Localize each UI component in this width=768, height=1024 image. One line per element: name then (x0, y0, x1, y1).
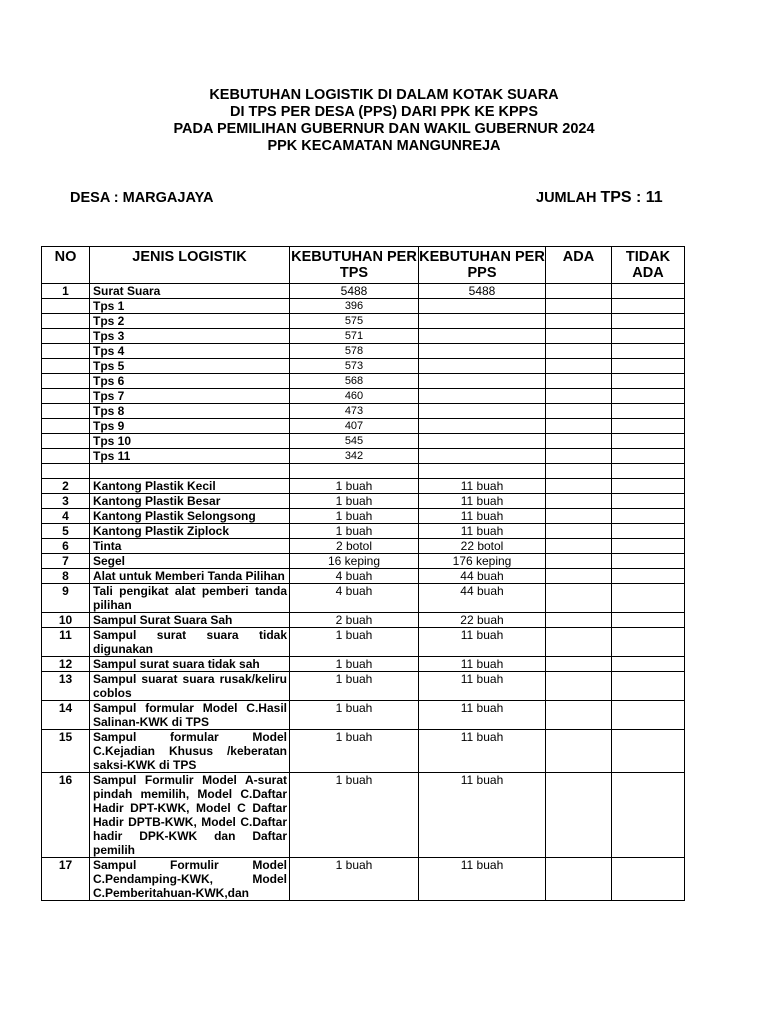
table-row (42, 569, 685, 584)
cell-ada (546, 359, 612, 374)
table-row (42, 434, 685, 449)
cell-ada (546, 449, 612, 464)
cell-no: 6 (42, 539, 90, 554)
cell-per-pps (419, 404, 546, 419)
jumlah-value: TPS : 11 (600, 189, 663, 206)
table-row (42, 284, 685, 299)
cell-jenis-logistik: Segel (90, 554, 290, 569)
table-row (42, 730, 685, 773)
cell-per-pps: 11 buah (419, 730, 546, 773)
cell-ada (546, 628, 612, 657)
cell-per-tps: 16 keping (290, 554, 419, 569)
cell-per-pps: 11 buah (419, 701, 546, 730)
cell-per-pps (419, 374, 546, 389)
cell-per-pps: 11 buah (419, 773, 546, 858)
cell-per-pps: 11 buah (419, 672, 546, 701)
table-row (42, 858, 685, 901)
title-line-4: PPK KECAMATAN MANGUNREJA (267, 138, 501, 154)
cell-jenis-logistik: Tinta (90, 539, 290, 554)
cell-jenis-logistik (90, 464, 290, 479)
cell-per-tps: 1 buah (290, 628, 419, 657)
cell-no: 3 (42, 494, 90, 509)
table-row (42, 359, 685, 374)
cell-per-pps: 11 buah (419, 858, 546, 901)
table-row (42, 404, 685, 419)
cell-ada (546, 404, 612, 419)
cell-jenis-logistik: Kantong Plastik Besar (90, 494, 290, 509)
cell-per-tps: 1 buah (290, 858, 419, 901)
cell-ada (546, 569, 612, 584)
cell-ada (546, 284, 612, 299)
table-row (42, 329, 685, 344)
desa-label: DESA : MARGAJAYA (70, 190, 214, 206)
cell-per-pps: 176 keping (419, 554, 546, 569)
cell-jenis-logistik: Tps 2 (90, 314, 290, 329)
cell-ada (546, 479, 612, 494)
cell-no: 13 (42, 672, 90, 701)
cell-no (42, 434, 90, 449)
cell-tidak-ada (612, 509, 685, 524)
cell-tidak-ada (612, 657, 685, 672)
cell-jenis-logistik: Tps 5 (90, 359, 290, 374)
cell-per-tps: 1 buah (290, 524, 419, 539)
cell-tidak-ada (612, 730, 685, 773)
table-row (42, 464, 685, 479)
table-row (42, 672, 685, 701)
cell-per-tps: 1 buah (290, 657, 419, 672)
cell-no: 12 (42, 657, 90, 672)
title-line-3: PADA PEMILIHAN GUBERNUR DAN WAKIL GUBERNUR 2024 (173, 121, 595, 137)
cell-per-tps: 571 (290, 329, 419, 344)
cell-per-pps: 11 buah (419, 494, 546, 509)
cell-jenis-logistik: Sampul formular Model C.Kejadian Khusus /keberatan saksi-KWK di TPS (90, 730, 290, 773)
cell-tidak-ada (612, 524, 685, 539)
cell-tidak-ada (612, 554, 685, 569)
table-row (42, 584, 685, 613)
cell-jenis-logistik: Sampul surat suara tidak sah (90, 657, 290, 672)
cell-no: 15 (42, 730, 90, 773)
cell-ada (546, 509, 612, 524)
document-title (0, 87, 768, 155)
cell-no (42, 464, 90, 479)
cell-per-tps: 4 buah (290, 569, 419, 584)
cell-per-pps (419, 344, 546, 359)
cell-per-tps: 575 (290, 314, 419, 329)
cell-no: 8 (42, 569, 90, 584)
cell-ada (546, 539, 612, 554)
cell-tidak-ada (612, 374, 685, 389)
cell-tidak-ada (612, 299, 685, 314)
cell-ada (546, 419, 612, 434)
cell-jenis-logistik: Sampul Formulir Model C.Pendamping-KWK, Model C.Pemberitahuan-KWK,dan (90, 858, 290, 901)
cell-no (42, 299, 90, 314)
col-header-no: NO (42, 247, 90, 284)
cell-ada (546, 314, 612, 329)
cell-no: 14 (42, 701, 90, 730)
cell-per-pps (419, 314, 546, 329)
table-row (42, 554, 685, 569)
cell-per-pps: 11 buah (419, 657, 546, 672)
cell-per-tps: 568 (290, 374, 419, 389)
cell-per-pps: 11 buah (419, 524, 546, 539)
cell-ada (546, 672, 612, 701)
cell-ada (546, 657, 612, 672)
cell-per-tps: 545 (290, 434, 419, 449)
cell-per-pps: 11 buah (419, 479, 546, 494)
cell-per-pps: 22 botol (419, 539, 546, 554)
cell-jenis-logistik: Kantong Plastik Selongsong (90, 509, 290, 524)
cell-tidak-ada (612, 569, 685, 584)
cell-per-pps (419, 329, 546, 344)
cell-no: 10 (42, 613, 90, 628)
cell-jenis-logistik: Tps 6 (90, 374, 290, 389)
cell-tidak-ada (612, 404, 685, 419)
cell-jenis-logistik: Tps 4 (90, 344, 290, 359)
col-header-per-pps: KEBUTUHAN PER PPS (419, 247, 546, 284)
cell-per-tps: 460 (290, 389, 419, 404)
table-row (42, 479, 685, 494)
cell-ada (546, 554, 612, 569)
cell-jenis-logistik: Tps 10 (90, 434, 290, 449)
cell-per-pps: 11 buah (419, 628, 546, 657)
cell-tidak-ada (612, 479, 685, 494)
cell-per-pps (419, 419, 546, 434)
cell-no (42, 314, 90, 329)
cell-no: 1 (42, 284, 90, 299)
cell-ada (546, 329, 612, 344)
table-row (42, 389, 685, 404)
table-row (42, 374, 685, 389)
title-line-1: KEBUTUHAN LOGISTIK DI DALAM KOTAK SUARA (209, 87, 559, 103)
cell-no: 7 (42, 554, 90, 569)
table-body (42, 284, 685, 901)
cell-tidak-ada (612, 329, 685, 344)
cell-ada (546, 701, 612, 730)
cell-no: 2 (42, 479, 90, 494)
cell-per-tps: 1 buah (290, 494, 419, 509)
cell-per-tps: 473 (290, 404, 419, 419)
cell-ada (546, 389, 612, 404)
cell-jenis-logistik: Tps 1 (90, 299, 290, 314)
cell-per-tps: 1 buah (290, 701, 419, 730)
logistik-table (41, 246, 685, 901)
cell-per-pps (419, 359, 546, 374)
table-row (42, 701, 685, 730)
col-header-per-tps: KEBUTUHAN PER TPS (290, 247, 419, 284)
cell-per-tps (290, 464, 419, 479)
cell-tidak-ada (612, 701, 685, 730)
cell-per-tps: 2 buah (290, 613, 419, 628)
cell-ada (546, 858, 612, 901)
cell-jenis-logistik: Tps 8 (90, 404, 290, 419)
table-row (42, 539, 685, 554)
cell-ada (546, 434, 612, 449)
cell-jenis-logistik: Tps 3 (90, 329, 290, 344)
col-header-tidak-ada: TIDAK ADA (612, 247, 685, 284)
cell-no: 4 (42, 509, 90, 524)
cell-ada (546, 730, 612, 773)
cell-per-tps: 342 (290, 449, 419, 464)
cell-tidak-ada (612, 419, 685, 434)
table-row (42, 299, 685, 314)
cell-per-pps: 11 buah (419, 509, 546, 524)
cell-per-tps: 578 (290, 344, 419, 359)
table-row (42, 314, 685, 329)
table-row (42, 773, 685, 858)
table-row (42, 494, 685, 509)
cell-no: 11 (42, 628, 90, 657)
cell-ada (546, 464, 612, 479)
cell-tidak-ada (612, 344, 685, 359)
table-header-row (42, 247, 685, 284)
cell-tidak-ada (612, 359, 685, 374)
cell-tidak-ada (612, 494, 685, 509)
cell-jenis-logistik: Sampul Surat Suara Sah (90, 613, 290, 628)
cell-per-pps (419, 434, 546, 449)
cell-jenis-logistik: Tps 11 (90, 449, 290, 464)
cell-per-pps (419, 389, 546, 404)
cell-ada (546, 299, 612, 314)
cell-no (42, 374, 90, 389)
cell-per-tps: 1 buah (290, 773, 419, 858)
cell-ada (546, 773, 612, 858)
cell-per-tps: 1 buah (290, 672, 419, 701)
table-row (42, 628, 685, 657)
cell-tidak-ada (612, 314, 685, 329)
cell-tidak-ada (612, 434, 685, 449)
cell-no: 9 (42, 584, 90, 613)
cell-tidak-ada (612, 584, 685, 613)
cell-no (42, 404, 90, 419)
cell-tidak-ada (612, 628, 685, 657)
jumlah-label: JUMLAH (536, 190, 597, 206)
cell-per-tps: 1 buah (290, 509, 419, 524)
col-header-jenis: JENIS LOGISTIK (90, 247, 290, 284)
cell-no: 5 (42, 524, 90, 539)
cell-ada (546, 374, 612, 389)
cell-jenis-logistik: Tps 7 (90, 389, 290, 404)
table-row (42, 509, 685, 524)
cell-per-pps: 44 buah (419, 569, 546, 584)
cell-ada (546, 613, 612, 628)
table-row (42, 657, 685, 672)
cell-jenis-logistik: Sampul suarat suara rusak/keliru coblos (90, 672, 290, 701)
cell-ada (546, 344, 612, 359)
table-row (42, 419, 685, 434)
cell-no (42, 344, 90, 359)
cell-no: 16 (42, 773, 90, 858)
cell-no (42, 329, 90, 344)
cell-per-pps (419, 464, 546, 479)
title-line-2: DI TPS PER DESA (PPS) DARI PPK KE KPPS (229, 104, 539, 120)
table-row (42, 449, 685, 464)
cell-per-tps: 407 (290, 419, 419, 434)
cell-tidak-ada (612, 539, 685, 554)
cell-tidak-ada (612, 284, 685, 299)
cell-per-tps: 4 buah (290, 584, 419, 613)
cell-per-pps: 22 buah (419, 613, 546, 628)
col-header-ada: ADA (546, 247, 612, 284)
cell-tidak-ada (612, 449, 685, 464)
cell-no (42, 449, 90, 464)
cell-jenis-logistik: Tali pengikat alat pemberi tanda pilihan (90, 584, 290, 613)
cell-tidak-ada (612, 672, 685, 701)
cell-no (42, 389, 90, 404)
cell-per-tps: 5488 (290, 284, 419, 299)
cell-jenis-logistik: Sampul Formulir Model A-surat pindah memilih, Model C.Daftar Hadir DPT-KWK, Model C Daftar Hadir DPTB-KWK, Model C.Daftar hadir DPK-KWK dan Daftar pemilih (90, 773, 290, 858)
cell-tidak-ada (612, 613, 685, 628)
cell-no (42, 419, 90, 434)
cell-jenis-logistik: Tps 9 (90, 419, 290, 434)
cell-tidak-ada (612, 389, 685, 404)
cell-per-tps: 396 (290, 299, 419, 314)
cell-ada (546, 524, 612, 539)
table-row (42, 344, 685, 359)
cell-per-tps: 1 buah (290, 730, 419, 773)
jumlah-tps (536, 189, 663, 207)
cell-jenis-logistik: Alat untuk Memberi Tanda Pilihan (90, 569, 290, 584)
cell-per-tps: 2 botol (290, 539, 419, 554)
cell-per-tps: 1 buah (290, 479, 419, 494)
table-row (42, 524, 685, 539)
cell-jenis-logistik: Sampul formular Model C.Hasil Salinan-KWK di TPS (90, 701, 290, 730)
cell-tidak-ada (612, 773, 685, 858)
cell-tidak-ada (612, 858, 685, 901)
cell-jenis-logistik: Kantong Plastik Ziplock (90, 524, 290, 539)
cell-per-pps (419, 449, 546, 464)
cell-no (42, 359, 90, 374)
cell-tidak-ada (612, 464, 685, 479)
cell-no: 17 (42, 858, 90, 901)
cell-jenis-logistik: Surat Suara (90, 284, 290, 299)
cell-ada (546, 584, 612, 613)
cell-jenis-logistik: Kantong Plastik Kecil (90, 479, 290, 494)
cell-per-pps: 5488 (419, 284, 546, 299)
cell-per-tps: 573 (290, 359, 419, 374)
cell-per-pps (419, 299, 546, 314)
cell-per-pps: 44 buah (419, 584, 546, 613)
cell-jenis-logistik: Sampul surat suara tidak digunakan (90, 628, 290, 657)
cell-ada (546, 494, 612, 509)
table-row (42, 613, 685, 628)
